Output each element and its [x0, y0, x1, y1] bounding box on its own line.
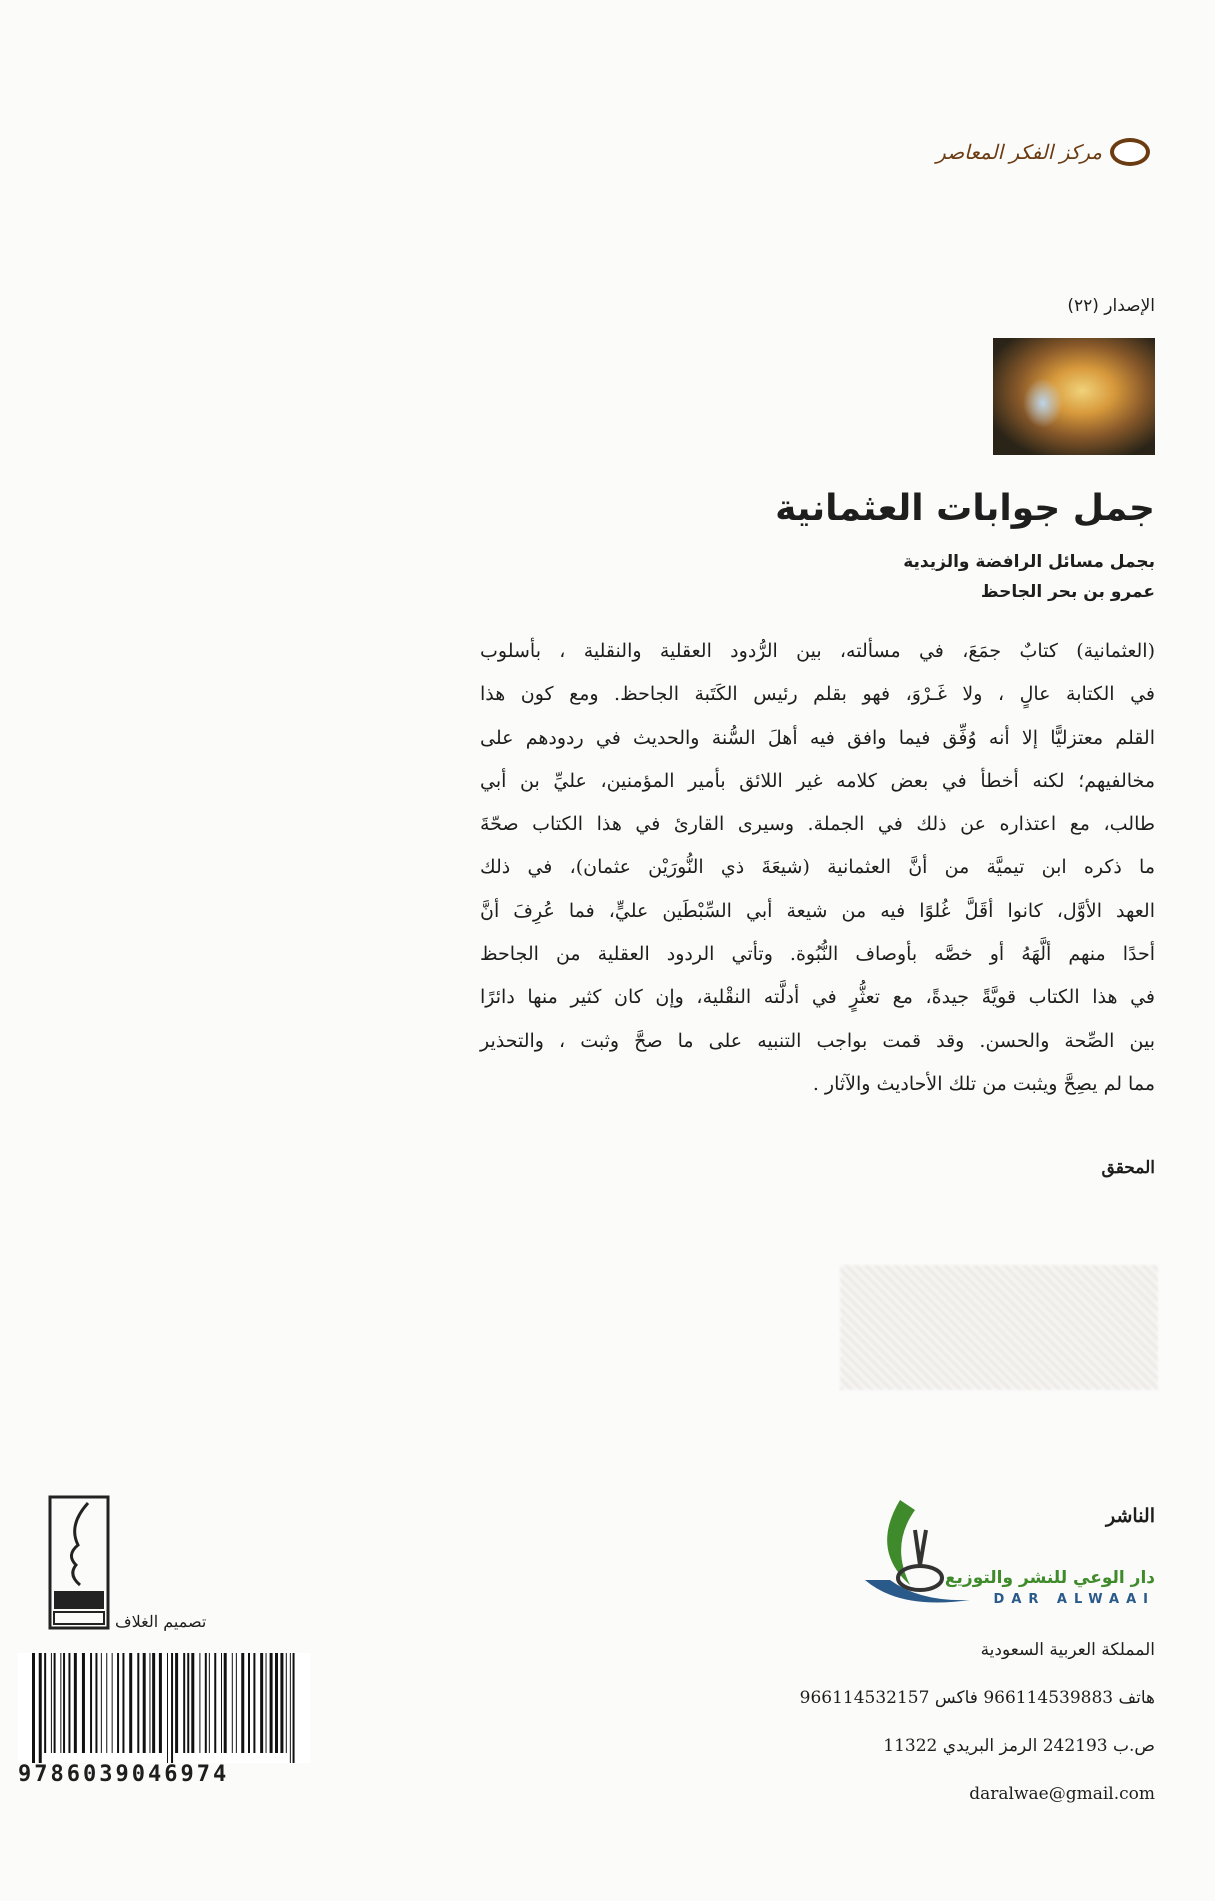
barcode-bar — [112, 1653, 113, 1753]
blurb-line: ما ذكره ابن تيميَّة من أنَّ العثمانية (شيعَةَ ذي النُّورَيْن عثمان)، في ذلك — [480, 856, 1155, 879]
verifier-label: المحقق — [1101, 1158, 1155, 1178]
blurb-line: مخالفيهم؛ لكنه أخطأ في بعض كلامه غير اللائق بأمير المؤمنين، عليِّ بن أبي — [480, 769, 1155, 792]
barcode-bar — [90, 1653, 92, 1753]
series-emblem-icon — [1110, 138, 1150, 166]
publisher-label: الناشر — [1106, 1505, 1155, 1527]
barcode-bar — [60, 1653, 61, 1753]
cover-designer-label: تصميم الغلاف — [115, 1612, 207, 1631]
barcode-bar — [266, 1653, 267, 1753]
blurb-line: في الكتابة عالٍ ، ولا غَـرْوَ، فهو بقلم رئيس الكَتَبة الجاحظ. ومع كون هذا — [480, 683, 1155, 706]
publisher-pobox: ص.ب 242193 الرمز البريدي 11322 — [883, 1736, 1155, 1756]
barcode-bar — [159, 1653, 162, 1753]
release-number: الإصدار (٢٢) — [1067, 296, 1155, 316]
publisher-name-latin: DAR ALWAAI — [993, 1592, 1155, 1607]
barcode-bar — [241, 1653, 244, 1753]
publisher-phone: هاتف 966114539883 فاكس 966114532157 — [799, 1688, 1155, 1708]
blurb-line: مما لم يصِحَّ ويثبت من تلك الأحاديث والآثار . — [812, 1072, 1155, 1095]
blurb-line: بين الصِّحة والحسن. وقد قمت بواجب التنبيه على ما صحَّ وثبت ، والتحذير — [480, 1029, 1155, 1052]
barcode-bar — [106, 1653, 107, 1753]
barcode-bar — [187, 1653, 189, 1753]
barcode-bar — [117, 1653, 119, 1753]
barcode-bar — [248, 1653, 250, 1753]
barcode-bar — [54, 1653, 56, 1753]
blurb-line: أحدًا منهم ألَّهَهُ أو خصَّه بأوصاف النُّبُوة. وتأتي الردود العقلية من الجاحظ — [480, 943, 1155, 966]
blurb-paragraph — [480, 630, 1155, 1106]
barcode-bar — [214, 1653, 216, 1753]
barcode-bar — [293, 1653, 295, 1763]
blurb-line: طالب، مع اعتذاره عن ذلك في الجملة. وسيرى القارئ في هذا الكتاب صحّةَ — [480, 813, 1155, 836]
barcode-bar — [260, 1653, 263, 1753]
barcode-bar — [143, 1653, 146, 1753]
isbn-digits: 9786039046974 — [18, 1762, 230, 1787]
barcode-bar — [149, 1653, 150, 1753]
barcode-bar — [191, 1653, 194, 1753]
blurb-line: القلم معتزليًّا إلا أنه وُفِّق فيما وافق فيه أهلَ السُّنة والحديث في ردودهم على — [480, 726, 1155, 749]
barcode-bar — [95, 1653, 97, 1753]
barcode-bar — [224, 1653, 227, 1753]
barcode-bar — [63, 1653, 65, 1753]
series-logo-text: مركز الفكر المعاصر — [936, 140, 1102, 164]
barcode-bar — [253, 1653, 255, 1753]
barcode-bar — [129, 1653, 132, 1753]
barcode-bar — [137, 1653, 139, 1753]
barcode-bar — [68, 1653, 70, 1753]
book-title: جمل جوابات العثمانية — [775, 488, 1155, 529]
publisher-name: دار الوعي للنشر والتوزيع — [944, 1568, 1155, 1588]
barcode-bar — [175, 1653, 178, 1753]
barcode-bar — [183, 1653, 185, 1753]
isbn-barcode — [18, 1653, 310, 1763]
price-sticker-residue — [840, 1265, 1158, 1390]
barcode-bar — [152, 1653, 155, 1753]
barcode-bar — [209, 1653, 210, 1753]
barcode-bar — [280, 1653, 283, 1753]
barcode-bar — [199, 1653, 200, 1753]
barcode-bar — [32, 1653, 35, 1763]
barcode-bar — [122, 1653, 124, 1753]
barcode-bar — [171, 1653, 173, 1763]
barcode-bar — [221, 1653, 222, 1753]
publisher-email: daralwae@gmail.com — [969, 1784, 1155, 1804]
barcode-bar — [275, 1653, 278, 1753]
barcode-bar — [51, 1653, 52, 1753]
barcode-bar — [286, 1653, 287, 1753]
barcode-bar — [236, 1653, 237, 1753]
book-author: عمرو بن بحر الجاحظ — [980, 582, 1155, 602]
book-subtitle: بجمل مسائل الرافضة والزيدية — [903, 552, 1155, 572]
barcode-bar — [270, 1653, 273, 1753]
barcode-bar — [167, 1653, 168, 1763]
barcode-bar — [82, 1653, 85, 1753]
blurb-line: في هذا الكتاب قويَّةً جيدةً، مع تعثُّرٍ في أدلَّته النقْلية، وإن كان كثير منها دائرًا — [480, 986, 1155, 1009]
barcode-bar — [205, 1653, 207, 1753]
designer-logo-icon — [48, 1495, 110, 1630]
blurb-line: العهد الأوَّل، كانوا أقَلَّ غُلوًا فيه من شيعة أبي السِّبْطَين عليٍّ، فما عُرِفَ أنَّ — [480, 899, 1155, 922]
barcode-bar — [39, 1653, 42, 1763]
barcode-bar — [74, 1653, 77, 1753]
barcode-bar — [232, 1653, 233, 1753]
blurb-line: (العثمانية) كتابٌ جمَعَ، في مسألته، بين الرُّدود العقلية والنقلية ، بأسلوب — [480, 640, 1155, 662]
cover-thumbnail-image — [993, 338, 1155, 455]
barcode-bar — [101, 1653, 102, 1753]
publisher-country: المملكة العربية السعودية — [980, 1640, 1155, 1660]
barcode-bar — [44, 1653, 46, 1753]
series-logo — [915, 128, 1150, 176]
barcode-bar — [290, 1653, 291, 1763]
